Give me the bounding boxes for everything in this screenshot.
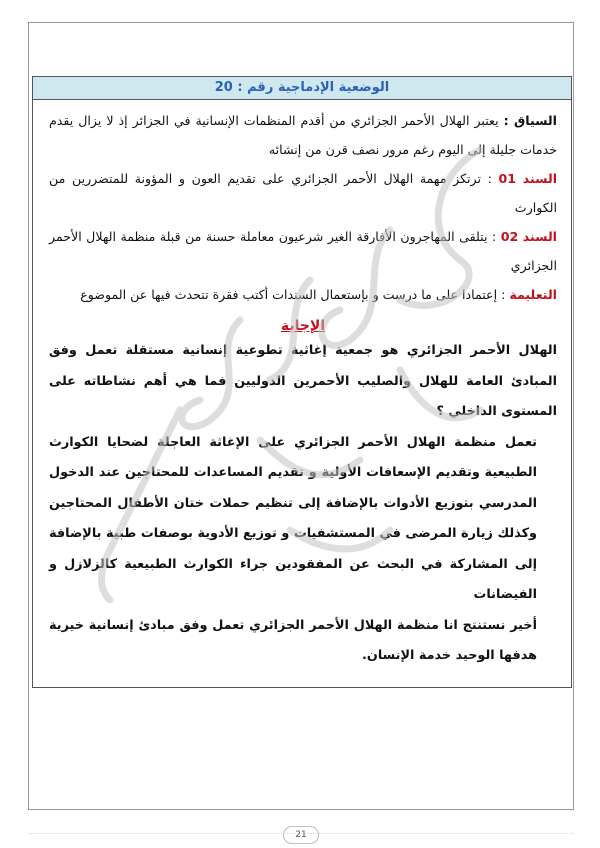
instruction-text: : إعتمادا على ما درست و بإستعمال السندات أكتب فقرة تتحدث فيها عن الموضوع [80, 287, 510, 302]
document-2-text: يتلقى المهاجرون الأفارقة الغير شرعيون معاملة حسنة من قبلة منظمة الهلال الأحمر الجزائري [49, 229, 557, 273]
answer-paragraph-3: أخير نستنتج انا منظمة الهلال الأحمر الجزائري تعمل وفق مبادئ إنسانية خيرية هدفها الوحيد خدمة الإنسان. [49, 617, 537, 663]
context-text: يعتبر الهلال الأحمر الجزائري من أقدم المنظمات الإنسانية في الجزائر إذ لا يزال يقدم خدمات جليلة إلى اليوم رغم مرور نصف قرن من إنشائه [49, 113, 557, 157]
document-2-number: 02 [500, 229, 519, 244]
document-2-sep: : [487, 229, 501, 244]
context-paragraph [49, 106, 557, 164]
document-1-text: ترتكز مهمة الهلال الأحمر الجزائري على تقديم العون و المؤونة للمتضررين من الكوارث [49, 171, 557, 215]
page-number: 21 [283, 826, 319, 844]
exercise-title: الوضعية الإدماجية رقم : 20 [33, 77, 571, 100]
answer-paragraph-2: تعمل منظمة الهلال الأحمر الجزائري على الإغاثة العاجلة لضحايا الكوارث الطبيعية وتقديم الإسعافات الأولية و تقديم المساعدات للمحتاجين عند الدخول المدرسي بتوزيع الأدوات بالإضافة إلى تنظيم حملات ختان الأطفال المحتاجين وكذلك زيارة المرضى في المستشفيات و توزيع الأدوية بوصفات طبية بالإضافة إلى المشاركة في البحث عن المفقودين جراء الكوارث الطبيعية كالزلازل و الفيضانات [49, 434, 537, 602]
answer-paragraph-1: الهلال الأحمر الجزائري هو جمعية إغاثية تطوعية إنسانية مستقلة تعمل وفق المبادئ العامة للهلال والصليب الأحمرين الدوليين فما هي أهم نشاطاته على المستوى الداخلي ؟ [49, 343, 557, 419]
answer-heading [49, 315, 557, 334]
answer-title: الإجابة [280, 318, 326, 334]
document-1 [49, 164, 557, 222]
document-1-number: 01 [498, 171, 517, 186]
document-2 [49, 222, 557, 280]
instruction-label: التعليمة [509, 287, 557, 302]
instruction-paragraph [49, 280, 557, 309]
exercise-box [32, 76, 572, 688]
context-label: السياق : [503, 113, 557, 128]
document-1-sep: : [481, 171, 499, 186]
document-1-label: السند [522, 171, 558, 186]
exercise-content [33, 100, 571, 672]
document-2-label: السند [522, 229, 557, 244]
